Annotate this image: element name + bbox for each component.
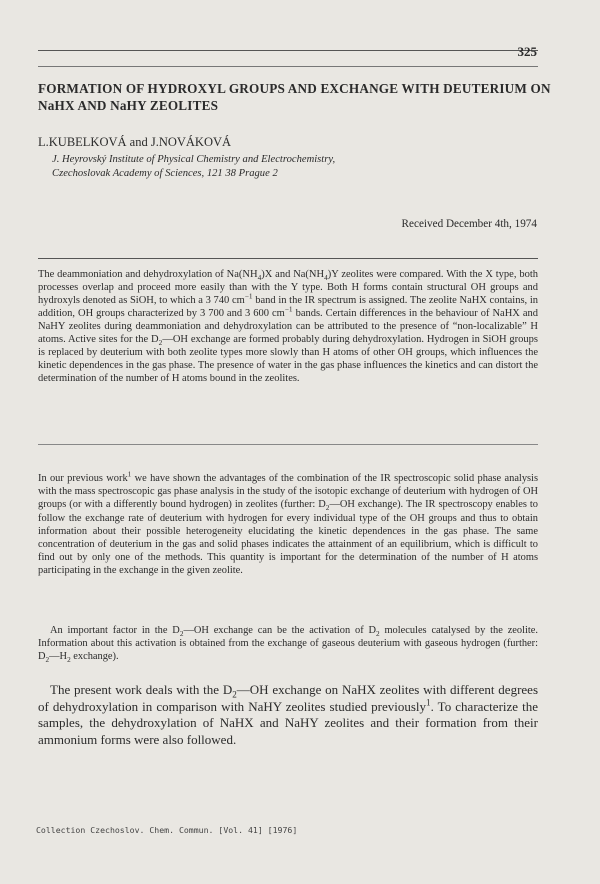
body-paragraph-3: The present work deals with the $D_2—OH$ exchange on NaHX zeolites with different degrees of dehydroxylation in comparison with NaHY zeolites studied previously$^1$. To characterize the samples, the dehydroxylation of NaHX and NaHY zeolites and their formation from their ammonium forms were also followed. <box>38 682 539 747</box>
header-rule-lower <box>38 66 538 67</box>
page-number: 325 <box>517 44 537 59</box>
affiliation-line-1: J. Heyrovský Institute of Physical Chemistry and Electrochemistry, <box>52 154 336 165</box>
authors: L.KUBELKOVÁ and J.NOVÁKOVÁ <box>38 135 232 149</box>
header-rule <box>38 50 538 51</box>
abstract-bottom-rule <box>38 444 538 445</box>
affiliation <box>52 153 335 181</box>
abstract: The deammoniation and dehydroxylation of $Na(NH_4)X$ and $Na(NH_4)Y$ zeolites were compared. With the X type, both processes overlap and proceed more easily than with the Y type. Both H forms contain structural OH groups and hydroxyls denoted as SiOH, to which a 3 740 $cm^{-1}$ band in the IR spectrum is assigned. The zeolite NaHX contains, in addition, OH groups characterized by 3 700 and 3 600 $cm^{-1}$ bands. Certain differences in the behaviour of NaHX and NaHY zeolites during deammoniation and dehydroxylation can be attributed to the presence of “non-localizable” H atoms. Active sites for the $D_2—OH$ exchange are formed probably during dehydroxylation. Hydrogen in SiOH groups is replaced by deuterium with both zeolite types more slowly than H atoms of other OH groups, which influences the kinetic dependences in the gas phase. The presence of water in the gas phase influences the kinetics and can distort the determination of the number of H atoms bound in the zeolites. <box>38 269 538 384</box>
body-paragraph-2: An important factor in the $D_2—OH$ exchange can be the activation of $D_2$ molecules catalysed by the zeolite. Information about this activation is obtained from the exchange of gaseous deuterium with gaseous hydrogen (further: $D_2—H_2$ exchange). <box>38 625 538 665</box>
journal-footer: Collection Czechoslov. Chem. Commun. [Vol. 41] [1976] <box>36 825 298 835</box>
received-date: Received December 4th, 1974 <box>401 218 537 230</box>
abstract-top-rule <box>38 258 538 259</box>
body-paragraph-1: In our previous work$^1$ we have shown the advantages of the combination of the IR spectroscopic solid phase analysis with the mass spectroscopic gas phase analysis in the study of the isotopic exchange of deuterium with hydrogen of OH groups (or with a differently bound hydrogen) in zeolites (further: $D_2—OH$ exchange). The IR spectroscopy enables to follow the exchange rate of deuterium with hydrogen for every individual type of the OH groups and thus to obtain information about their possible heterogeneity elucidating the kinetic dependences in the gas phase. The same concentration of deuterium in the gas and solid phases indicates the attainment of an equilibrium, which is difficult to find out by only one of the methods. This quantity is important for the determination of the number of H atoms participating in the exchange in the given zeolite. <box>38 470 538 577</box>
affiliation-line-2: Czechoslovak Academy of Sciences, 121 38 Prague 2 <box>52 168 278 179</box>
article-title: FORMATION OF HYDROXYL GROUPS AND EXCHANGE WITH DEUTERIUM ON NaHX AND NaHY ZEOLITES <box>38 81 551 113</box>
